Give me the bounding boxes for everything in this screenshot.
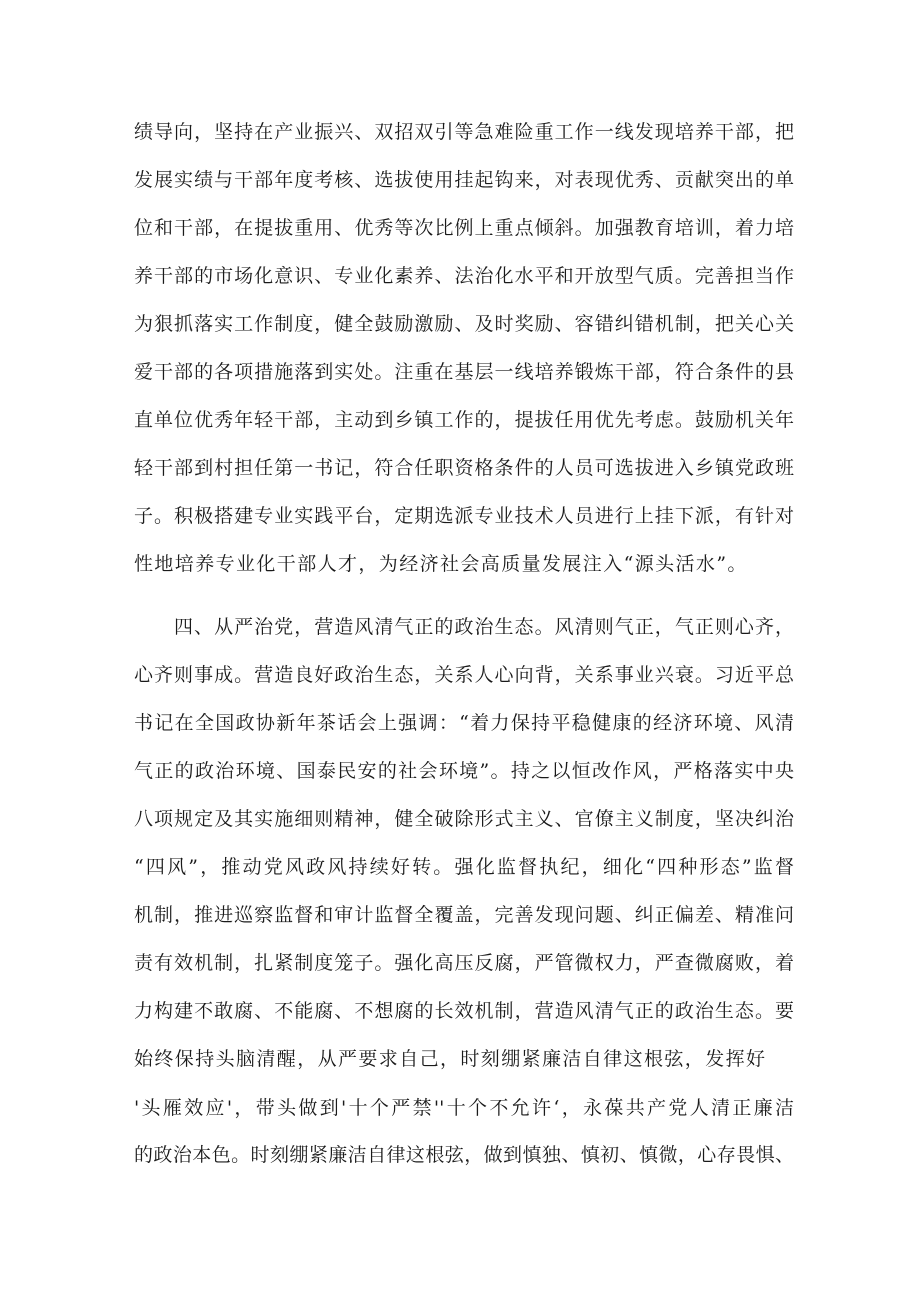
paragraph-1-line-8: 轻干部到村担任第一书记，符合任职资格条件的人员可选拔进入乡镇党政班 <box>134 457 794 479</box>
paragraph-1-line-10: 性地培养专业化干部人才，为经济社会高质量发展注入“源头活水”。 <box>134 553 748 575</box>
paragraph-2-line-5: 八项规定及其实施细则精神，健全破除形式主义、官僚主义制度，坚决纠治 <box>134 808 794 830</box>
paragraph-1-line-2: 发展实绩与干部年度考核、选拔使用挂起钩来，对表现优秀、贡献突出的单 <box>134 169 794 191</box>
paragraph-2-line-7: 机制，推进巡察监督和审计监督全覆盖，完善发现问题、纠正偏差、精准问 <box>134 904 794 926</box>
paragraph-1-line-3: 位和干部，在提拔重用、优秀等次比例上重点倾斜。加强教育培训，着力培 <box>134 217 794 239</box>
paragraph-2-line-2: 心齐则事成。营造良好政治生态，关系人心向背，关系事业兴衰。习近平总 <box>134 664 794 686</box>
paragraph-2-line-6: “四风”，推动党风政风持续好转。强化监督执纪，细化“四种形态”监督 <box>134 856 794 878</box>
paragraph-2-line-8: 责有效机制，扎紧制度笼子。强化高压反腐，严管微权力，严查微腐败，着 <box>134 952 794 974</box>
paragraph-1-line-5: 为狠抓落实工作制度，健全鼓励激励、及时奖励、容错纠错机制，把关心关 <box>134 313 794 335</box>
paragraph-1-line-4: 养干部的市场化意识、专业化素养、法治化水平和开放型气质。完善担当作 <box>134 265 794 287</box>
paragraph-1-line-9: 子。积极搭建专业实践平台，定期选派专业技术人员进行上挂下派，有针对 <box>134 505 794 527</box>
paragraph-1-line-7: 直单位优秀年轻干部，主动到乡镇工作的，提拔任用优先考虑。鼓励机关年 <box>134 409 794 431</box>
paragraph-2-line-1: 四、从严治党，营造风清气正的政治生态。风清则气正，气正则心齐， <box>174 616 794 638</box>
paragraph-2-line-3: 书记在全国政协新年茶话会上强调：“着力保持平稳健康的经济环境、风清 <box>134 712 794 734</box>
paragraph-2-line-11: '头雁效应'，带头做到'十个严禁''十个不允许‘，永葆共产党人清正廉洁 <box>134 1097 794 1119</box>
paragraph-2-line-10: 始终保持头脑清醒，从严要求自己，时刻绷紧廉洁自律这根弦，发挥好 <box>134 1048 767 1070</box>
paragraph-2-line-9: 力构建不敢腐、不能腐、不想腐的长效机制，营造风清气正的政治生态。要 <box>134 1000 794 1022</box>
paragraph-2-line-12: 的政治本色。时刻绷紧廉洁自律这根弦，做到慎独、慎初、慎微，心存畏惧、 <box>134 1144 794 1166</box>
paragraph-2-line-4: 气正的政治环境、国泰民安的社会环境”。持之以恒改作风，严格落实中央 <box>134 760 794 782</box>
paragraph-1-line-1: 绩导向，坚持在产业振兴、双招双引等急难险重工作一线发现培养干部，把 <box>134 121 794 143</box>
paragraph-1-line-6: 爱干部的各项措施落到实处。注重在基层一线培养锻炼干部，符合条件的县 <box>134 361 794 383</box>
